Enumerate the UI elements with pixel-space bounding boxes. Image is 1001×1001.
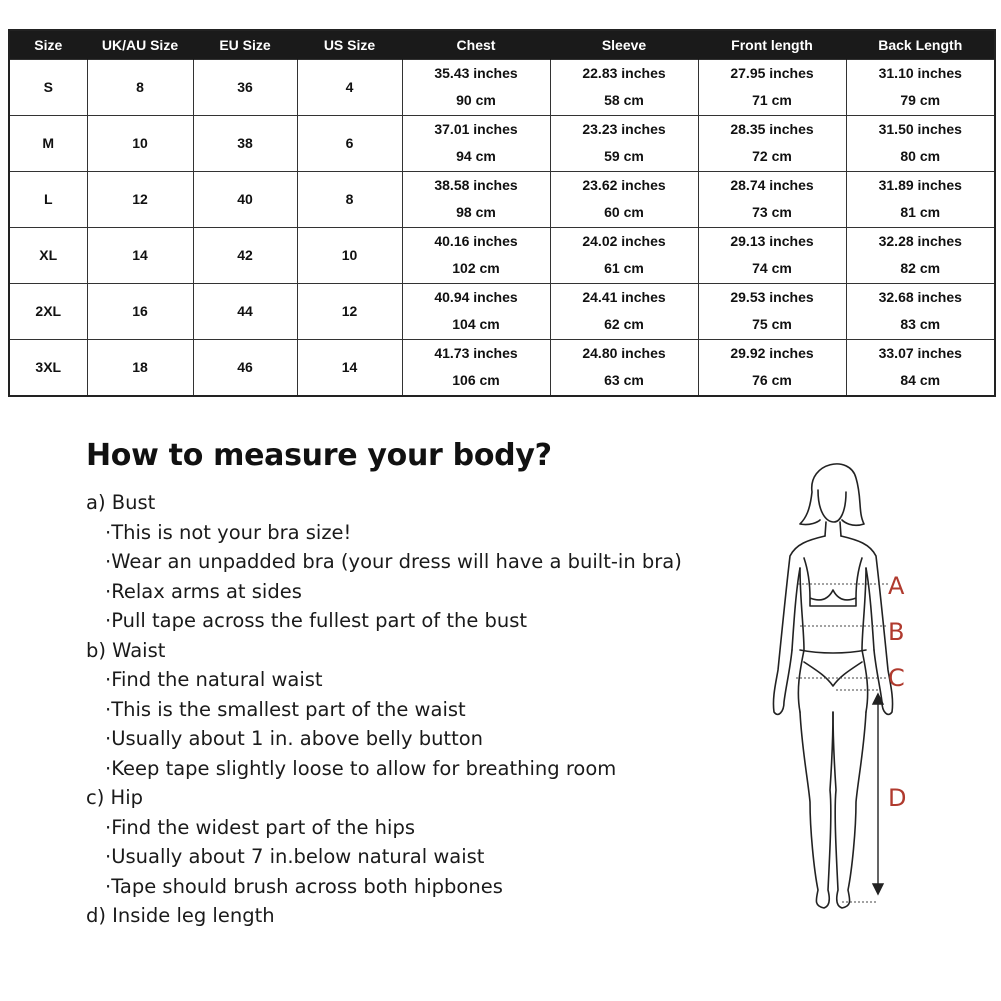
left-inner-arm: [792, 568, 800, 650]
sleeve-cm: 63 cm: [604, 372, 644, 388]
bra: [804, 558, 862, 606]
measurement-letters: [888, 572, 906, 812]
sleeve-cm: 60 cm: [604, 204, 644, 220]
face: [818, 490, 846, 522]
cell-us: 8: [297, 171, 402, 227]
cell-eu: 42: [193, 227, 297, 283]
chest-cm: 104 cm: [452, 316, 500, 332]
label-a: A: [888, 572, 905, 600]
cell-size: 3XL: [9, 339, 87, 396]
back-inches: 31.89 inches: [878, 176, 962, 193]
table-row: [9, 283, 995, 339]
back-inches: 32.68 inches: [878, 288, 962, 305]
right-inner-arm: [866, 568, 874, 650]
cell-chest: [402, 171, 550, 227]
hip-tip: ·Tape should brush across both hipbones: [105, 874, 503, 898]
front-inches: 27.95 inches: [730, 64, 814, 81]
chest-cm: 102 cm: [452, 260, 500, 276]
cell-chest: [402, 115, 550, 171]
table-row: [9, 59, 995, 115]
guide-title: How to measure your body?: [86, 438, 552, 473]
table-row: [9, 115, 995, 171]
back-inches: 32.28 inches: [878, 232, 962, 249]
briefs: [800, 650, 866, 686]
header-chest: Chest: [402, 30, 550, 59]
cell-eu: 36: [193, 59, 297, 115]
label-b: B: [888, 618, 905, 646]
sleeve-cm: 58 cm: [604, 92, 644, 108]
hip-tip: ·Find the widest part of the hips: [105, 815, 415, 839]
cell-back-length: [846, 339, 995, 396]
chest-inches: 37.01 inches: [434, 120, 518, 137]
cell-uk-au: 10: [87, 115, 193, 171]
sleeve-cm: 62 cm: [604, 316, 644, 332]
chest-cm: 98 cm: [456, 204, 496, 220]
chest-inches: 40.94 inches: [434, 288, 518, 305]
section-inside-leg-heading: d) Inside leg length: [86, 904, 275, 927]
cell-size: M: [9, 115, 87, 171]
cell-sleeve: [550, 115, 698, 171]
cell-uk-au: 14: [87, 227, 193, 283]
cell-us: 4: [297, 59, 402, 115]
chest-inches: 40.16 inches: [434, 232, 518, 249]
cell-uk-au: 12: [87, 171, 193, 227]
front-inches: 28.74 inches: [730, 176, 814, 193]
sleeve-cm: 59 cm: [604, 148, 644, 164]
cell-eu: 44: [193, 283, 297, 339]
front-cm: 71 cm: [752, 92, 792, 108]
front-cm: 72 cm: [752, 148, 792, 164]
cell-us: 10: [297, 227, 402, 283]
neck: [825, 522, 841, 536]
cell-uk-au: 8: [87, 59, 193, 115]
back-cm: 81 cm: [900, 204, 941, 220]
back-cm: 82 cm: [900, 260, 941, 276]
chest-cm: 90 cm: [456, 92, 496, 108]
cell-front-length: [698, 283, 846, 339]
front-cm: 75 cm: [752, 316, 792, 332]
hip-tip: ·Usually about 7 in.below natural waist: [105, 845, 485, 868]
sleeve-inches: 24.02 inches: [582, 232, 666, 249]
cell-eu: 38: [193, 115, 297, 171]
sleeve-inches: 24.80 inches: [582, 344, 666, 361]
waist-tip: ·Find the natural waist: [105, 668, 323, 691]
sleeve-inches: 24.41 inches: [582, 288, 666, 305]
cell-back-length: [846, 227, 995, 283]
cell-us: 12: [297, 283, 402, 339]
waist-tip: ·Keep tape slightly loose to allow for breathing room: [105, 756, 617, 780]
header-us-size: US Size: [297, 30, 402, 59]
header-uk-au-size: UK/AU Size: [87, 30, 193, 59]
right-leg: [833, 712, 866, 908]
cell-front-length: [698, 115, 846, 171]
back-inches: 31.10 inches: [878, 64, 962, 81]
cell-back-length: [846, 59, 995, 115]
front-inches: 29.13 inches: [730, 232, 814, 249]
inside-leg-arrow: [873, 694, 883, 894]
cell-front-length: [698, 59, 846, 115]
cell-chest: [402, 339, 550, 396]
front-cm: 73 cm: [752, 204, 792, 220]
measure-guide: [86, 488, 726, 931]
waist-tip: ·This is the smallest part of the waist: [105, 697, 466, 721]
table-row: [9, 171, 995, 227]
label-d: D: [888, 784, 907, 812]
back-cm: 83 cm: [900, 316, 941, 332]
cell-size: L: [9, 171, 87, 227]
cell-chest: [402, 59, 550, 115]
cell-us: 6: [297, 115, 402, 171]
cell-sleeve: [550, 171, 698, 227]
left-leg: [800, 712, 833, 908]
cell-size: XL: [9, 227, 87, 283]
chest-inches: 35.43 inches: [434, 64, 518, 81]
header-eu-size: EU Size: [193, 30, 297, 59]
cell-size: 2XL: [9, 283, 87, 339]
header-back-length: Back Length: [846, 30, 995, 59]
size-chart-header-row: [9, 30, 995, 59]
front-inches: 29.53 inches: [730, 288, 814, 305]
arrow-down-icon: [873, 884, 883, 894]
cell-chest: [402, 227, 550, 283]
cell-back-length: [846, 171, 995, 227]
sleeve-inches: 23.62 inches: [582, 176, 666, 193]
bust-tip: ·Relax arms at sides: [105, 579, 302, 603]
front-cm: 76 cm: [752, 372, 792, 388]
back-cm: 84 cm: [900, 372, 941, 388]
cell-uk-au: 18: [87, 339, 193, 396]
back-inches: 31.50 inches: [878, 120, 962, 137]
cell-eu: 40: [193, 171, 297, 227]
sleeve-inches: 23.23 inches: [582, 120, 666, 137]
chest-inches: 38.58 inches: [434, 176, 518, 193]
header-front-length: Front length: [698, 30, 846, 59]
figure-outline: [773, 464, 892, 908]
section-hip-heading: c) Hip: [86, 786, 143, 809]
back-cm: 80 cm: [900, 148, 941, 164]
label-c: C: [888, 664, 905, 692]
cell-front-length: [698, 339, 846, 396]
chest-inches: 41.73 inches: [434, 344, 518, 361]
cell-uk-au: 16: [87, 283, 193, 339]
header-sleeve: Sleeve: [550, 30, 698, 59]
bust-tip: ·This is not your bra size!: [105, 520, 352, 544]
cell-chest: [402, 283, 550, 339]
waist-tip: ·Usually about 1 in. above belly button: [105, 727, 484, 750]
left-torso: [798, 568, 804, 712]
cell-back-length: [846, 115, 995, 171]
cell-back-length: [846, 283, 995, 339]
sleeve-inches: 22.83 inches: [582, 64, 666, 81]
sleeve-cm: 61 cm: [604, 260, 644, 276]
section-waist-heading: b) Waist: [86, 638, 166, 662]
cell-front-length: [698, 171, 846, 227]
back-inches: 33.07 inches: [878, 344, 962, 361]
front-cm: 74 cm: [752, 260, 792, 276]
front-inches: 29.92 inches: [730, 344, 814, 361]
cell-size: S: [9, 59, 87, 115]
cell-eu: 46: [193, 339, 297, 396]
cell-sleeve: [550, 339, 698, 396]
cell-sleeve: [550, 283, 698, 339]
table-row: [9, 339, 995, 396]
cell-sleeve: [550, 59, 698, 115]
cell-us: 14: [297, 339, 402, 396]
header-size: Size: [9, 30, 87, 59]
cell-sleeve: [550, 227, 698, 283]
hair: [800, 464, 864, 525]
bust-tip: ·Wear an unpadded bra (your dress will have a built-in bra): [105, 550, 682, 573]
table-row: [9, 227, 995, 283]
back-cm: 79 cm: [900, 92, 941, 108]
bust-tip: ·Pull tape across the fullest part of the bust: [105, 609, 528, 632]
body-measurement-figure: [760, 450, 1000, 950]
measurement-lines: [796, 584, 888, 902]
chest-cm: 106 cm: [452, 372, 500, 388]
chest-cm: 94 cm: [456, 148, 496, 164]
front-inches: 28.35 inches: [730, 120, 814, 137]
size-chart-table: [8, 29, 996, 397]
section-bust-heading: a) Bust: [86, 491, 156, 514]
cell-front-length: [698, 227, 846, 283]
